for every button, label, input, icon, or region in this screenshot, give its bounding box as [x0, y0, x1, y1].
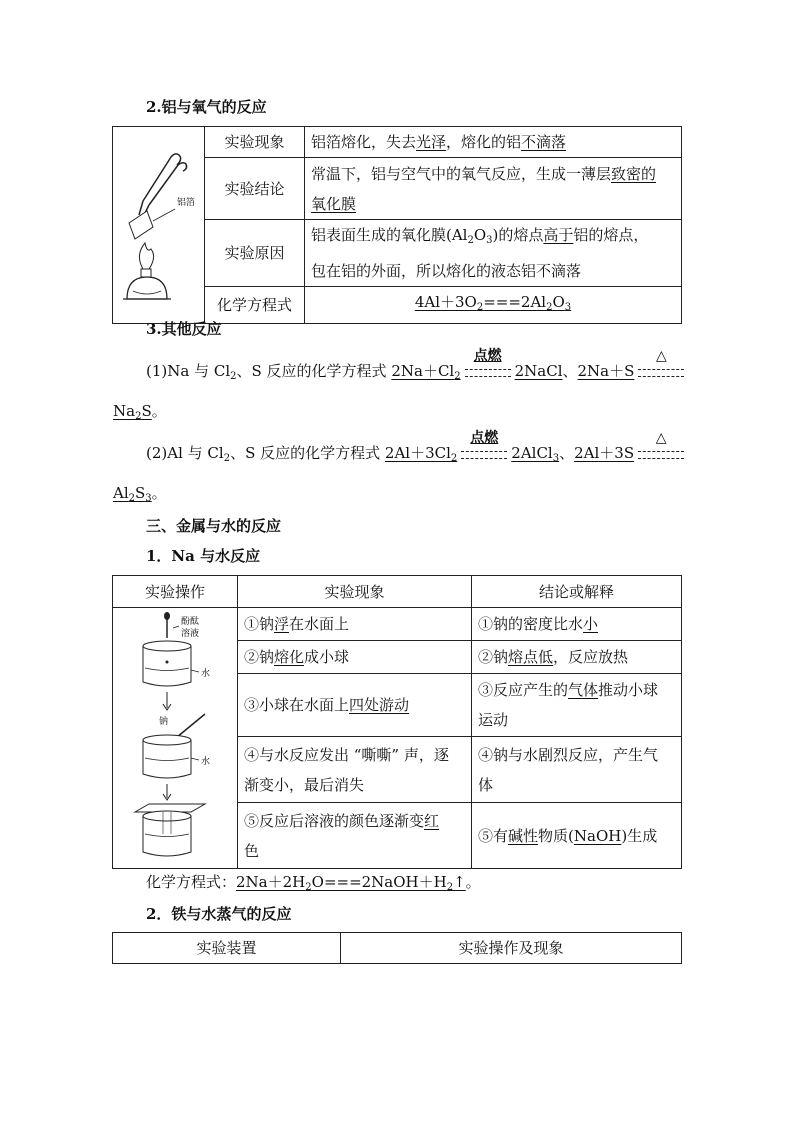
subsection-title-na-water: 1．Na 与水反应: [146, 547, 261, 565]
header-operation: 实验操作: [113, 576, 238, 608]
text: ↑: [453, 873, 466, 891]
text: ④与水反应发出 “嘶嘶” 声，逐: [244, 745, 449, 764]
subscript: 3: [486, 235, 493, 246]
fe-steam-table: [112, 932, 682, 964]
text: 渐变小，最后消失: [244, 775, 365, 794]
text: ，反应放热: [553, 647, 629, 666]
subscript: 2: [128, 493, 136, 504]
heat-equals-sign: [638, 430, 684, 465]
blank-answer: 熔化: [274, 647, 305, 666]
paragraph-na-continuation: [113, 400, 167, 428]
label-indicator: 酚酞: [181, 617, 200, 627]
section-title-al-oxygen: 2.铝与氧气的反应: [146, 98, 267, 116]
blank-answer: 碱性: [508, 826, 539, 845]
na-water-table: [112, 575, 682, 869]
phenomenon-2: [238, 640, 472, 673]
condition-label: △: [656, 348, 667, 364]
blank-answer: 氧化膜: [311, 194, 357, 213]
blank-answer: 四处游动: [349, 696, 410, 715]
section-title-other-reactions: 3.其他反应: [146, 320, 222, 338]
ignition-equals-sign: [465, 348, 511, 383]
text: 、S 反应的化学方程式: [230, 444, 385, 462]
text: )生成: [621, 826, 658, 845]
text: )的熔点: [492, 226, 544, 244]
blank-answer: NaOH: [573, 826, 622, 845]
label-water-2: 水: [201, 757, 211, 767]
subscript: 2: [135, 411, 142, 422]
text: 化学方程式：: [146, 873, 237, 891]
subscript: 2: [454, 371, 461, 382]
text: Na: [113, 402, 136, 420]
paragraph-al-continuation: [113, 482, 167, 510]
text: 色: [244, 841, 260, 860]
label-solution: 溶液: [181, 629, 200, 639]
explanation-2: [472, 640, 682, 673]
na-apparatus-cell: [113, 608, 238, 869]
blank-answer: 浮: [274, 614, 290, 633]
phenomenon-1: [238, 608, 472, 641]
phenomenon-4: [238, 737, 472, 803]
blank-answer: 2Al＋3S: [574, 444, 635, 462]
al-row-label-phenomenon: 实验现象: [205, 127, 305, 158]
al-row-label-reason: 实验原因: [205, 220, 305, 287]
label-sodium: 钠: [159, 717, 169, 727]
blank-answer: 2NaCl: [514, 362, 563, 380]
subscript: 2: [467, 235, 474, 246]
text: 运动: [478, 711, 509, 730]
text: 推动小球: [598, 681, 659, 700]
paragraph-na-reactions: [146, 348, 688, 388]
text: 2AlCl: [511, 444, 553, 462]
al-row-text-conclusion: [305, 158, 682, 220]
subscript: 3: [552, 453, 560, 464]
text: ⑤反应后溶液的颜色逐渐变: [244, 811, 425, 830]
text: 2Al＋3Cl: [384, 444, 451, 462]
subscript: 3: [564, 302, 572, 313]
blank-answer: 气体: [568, 681, 599, 700]
explanation-5: [472, 803, 682, 869]
text: 、: [559, 444, 575, 462]
text: 铝的熔点，: [573, 226, 649, 244]
text: 在水面上: [289, 614, 350, 633]
subscript: 3: [145, 493, 152, 504]
subscript: 2: [446, 882, 454, 893]
al-row-equation: [305, 287, 682, 324]
text: 。: [465, 873, 481, 891]
subscript: 2: [223, 453, 231, 464]
blank-answer: 高于: [543, 226, 574, 244]
text: O: [552, 293, 565, 311]
text: (2)Al 与 Cl: [146, 444, 224, 462]
text: ⑤有: [478, 826, 509, 845]
text: 4Al＋3O: [414, 293, 477, 311]
text: 包在铝的外面，所以熔化的液态铝不滴落: [311, 262, 582, 280]
explanation-1: [472, 608, 682, 641]
blank-answer: 不滴落: [521, 133, 567, 151]
paragraph-al-reactions: [146, 430, 688, 470]
subscript: 2: [305, 882, 312, 893]
text: 、: [562, 362, 578, 380]
condition-label: 点燃: [473, 348, 502, 364]
subscript: 2: [230, 371, 237, 382]
al-row-text-reason: [305, 220, 682, 287]
al-apparatus-cell: [113, 127, 205, 324]
blank-answer: 致密的: [611, 164, 657, 183]
text: Al: [113, 484, 129, 502]
na-water-diagram: [113, 608, 238, 868]
blank-answer: 光泽: [416, 133, 447, 151]
blank-answer: 2Na＋S: [577, 362, 635, 380]
blank-answer: 小: [583, 614, 599, 633]
blank-answer: 熔点低: [508, 647, 554, 666]
subscript: 2: [546, 302, 553, 313]
subscript: 2: [450, 453, 458, 464]
text: 2Na＋2H: [236, 873, 306, 891]
label-al-foil: 铝箔: [177, 198, 196, 208]
text: ①钠的密度比水: [478, 614, 584, 633]
al-row-label-conclusion: 实验结论: [205, 158, 305, 220]
header-apparatus: 实验装置: [113, 933, 341, 964]
text: O===2NaOH＋H: [311, 873, 447, 891]
text: 常温下，铝与空气中的氧气反应，生成一薄层: [311, 164, 612, 183]
text: (1)Na 与 Cl: [146, 362, 231, 380]
header-operation-phenomenon: 实验操作及现象: [341, 933, 682, 964]
section-title-metal-water: 三、金属与水的反应: [146, 517, 282, 535]
text: 2Na＋Cl: [391, 362, 455, 380]
text: S: [135, 484, 146, 502]
text: S: [141, 402, 152, 420]
text: ②钠: [478, 647, 509, 666]
text: 、S 反应的化学方程式: [236, 362, 392, 380]
ignition-equals-sign: [461, 430, 507, 465]
header-explanation: 结论或解释: [472, 576, 682, 608]
subsection-title-fe-steam: 2．铁与水蒸气的反应: [146, 905, 292, 923]
text: ，熔化的铝: [446, 133, 522, 151]
text: ④钠与水剧烈反应，产生气: [478, 745, 659, 764]
phenomenon-3: [238, 673, 472, 737]
text: 体: [478, 775, 494, 794]
condition-label: △: [655, 430, 667, 446]
explanation-3: [472, 673, 682, 737]
header-phenomenon: 实验现象: [238, 576, 472, 608]
phenomenon-5: [238, 803, 472, 869]
text: ③小球在水面上: [244, 696, 350, 715]
al-row-text-phenomenon: [305, 127, 682, 158]
text: ===2Al: [483, 293, 547, 311]
label-water-1: 水: [201, 669, 211, 679]
blank-answer: 红: [424, 811, 440, 830]
subscript: 2: [476, 302, 484, 313]
text: O: [473, 226, 487, 244]
text: 。: [151, 402, 167, 420]
text: ③反应产生的: [478, 681, 569, 700]
explanation-4: [472, 737, 682, 803]
text: 。: [151, 484, 167, 502]
text: 铝表面生成的氧化膜(Al: [311, 226, 468, 244]
al-oxygen-table: [112, 126, 682, 324]
text: ②钠: [244, 647, 275, 666]
text: ①钠: [244, 614, 275, 633]
heat-equals-sign: [638, 348, 684, 383]
al-foil-burner-diagram: [113, 131, 205, 319]
text: 铝箔熔化，失去: [311, 133, 417, 151]
text: 成小球: [304, 647, 350, 666]
text: 物质(: [538, 826, 574, 845]
condition-label: 点燃: [470, 430, 499, 446]
al-row-label-equation: 化学方程式: [205, 287, 305, 324]
na-water-equation: [146, 871, 481, 899]
